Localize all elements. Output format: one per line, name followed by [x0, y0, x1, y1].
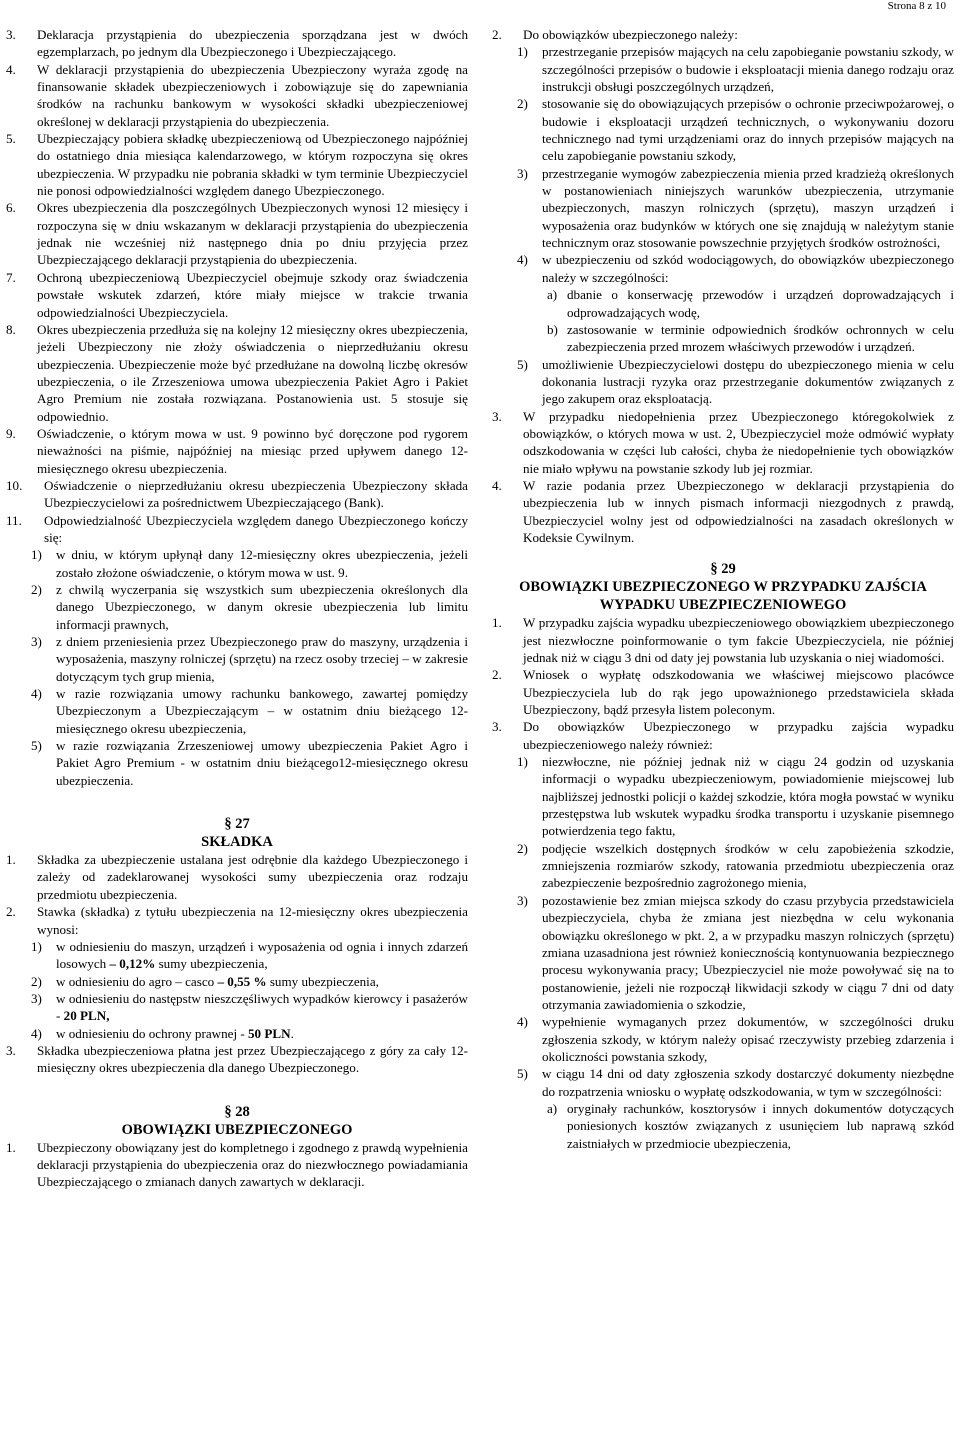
- s29-item-3: 3. Do obowiązków Ubezpieczonego w przypadku zajścia wypadku ubezpieczeniowego należy również:: [492, 719, 954, 752]
- numbered-paragraph: 4. W deklaracji przystąpienia do ubezpieczenia Ubezpieczony wyraża zgodę na finansowanie składek ubezpieczeniowych i zobowiązuje się do zapewniania środków na rachunku bankowym w wysokości składki ubezpieczeniowej określonej w deklaracji przystąpienia do ubezpieczenia.: [6, 61, 468, 129]
- s29-3-subitem: 3) pozostawienie bez zmian miejsca szkody do czasu przybycia przedstawiciela ubezpieczyciela, chyba że zmiana jest niezbędna w celu wykonania obowiązku określonego w pkt. 2, a w przypadku maszyn rolniczych (sprzętu) zmiana uzasadniona jest również koniecznością kontynuowania bezpiecznego procesu wykonywania pracy; Ubezpieczyciel nie może powoływać się na to postanowienie, jeżeli nie rozpoczął likwidacji szkody w ciągu 7 dni od daty otrzymania zawiadomienia o szkodzie,: [517, 892, 954, 1012]
- rate-value: – 0,55 %: [217, 973, 267, 989]
- sub-item: 5) w razie rozwiązania Zrzeszeniowej umowy ubezpieczenia Pakiet Agro i Pakiet Agro Premium - w ostatnim dniu bieżącego12-miesięcznego okresu ubezpieczenia.: [31, 738, 468, 788]
- s29-item-1: 1. W przypadku zajścia wypadku ubezpieczeniowego obowiązkiem ubezpieczonego jest niezwłoczne poinformowanie o tym fakcie Ubezpieczyciela, nie później jednak niż w ciągu 3 dni od daty jej powstania lub uzyskania o niej wiadomości.: [492, 615, 954, 665]
- s28-2-subitem-5: 5) umożliwienie Ubezpieczycielowi dostępu do ubezpieczonego mienia w celu dokonania lustracji ryzyka oraz przestrzeganie dokumentów związanych z jego zakupem oraz eksploatacją.: [517, 356, 954, 407]
- numbered-paragraph: 9. Oświadczenie, o którym mowa w ust. 9 powinno być doręczone pod rygorem nieważności na piśmie, najpóźniej na miesiąc przed upływem danego 12-miesięcznego okresu ubezpieczenia.: [6, 425, 468, 476]
- s28-2-subitem: 4) w ubezpieczeniu od szkód wodociągowych, do obowiązków ubezpieczonego należy w szczególności:: [517, 252, 954, 285]
- rate-item: 1) w odniesieniu do maszyn, urządzeń i wyposażenia od ognia i innych zdarzeń losowych – 0,12% sumy ubezpieczenia,: [31, 938, 468, 972]
- s28-item-3: 3. W przypadku niedopełnienia przez Ubezpieczonego któregokolwiek z obowiązków, o których mowa w ust. 2, Ubezpieczyciel może odmówić wypłaty odszkodowania w części lub całości, chyba że niedopełnienie tych obowiązków nie miało wpływu na powstanie szkody lub jej rozmiar.: [492, 408, 954, 476]
- rate-item: 3) w odniesieniu do następstw nieszczęśliwych wypadków kierowcy i pasażerów - 20 PLN,: [31, 990, 468, 1024]
- s27-item-1: 1. Składka za ubezpieczenie ustalana jest odrębnie dla każdego Ubezpieczonego i zależy od zadeklarowanej wysokości sumy ubezpieczenia oraz rodzaju przedmiotu ubezpieczenia.: [6, 852, 468, 902]
- s28-2-4-letter-item: a) dbanie o konserwację przewodów i urządzeń doprowadzających i odprowadzających wodę,: [547, 287, 954, 320]
- s28-2-subitem: 1) przestrzeganie przepisów mających na celu zapobieganie powstaniu szkody, w szczególności przepisów o budowie i eksploatacji mienia danego rodzaju oraz instrukcji obsługi poszczególnych urządzeń,: [517, 44, 954, 95]
- s29-3-subitem: 2) podjęcie wszelkich dostępnych środków w celu zapobieżenia szkodzie, zmniejszenia rozmiarów szkody, ratowania przedmiotu ubezpieczenia oraz zabezpieczenie bezpośrednio zagrożonego mienia,: [517, 840, 954, 891]
- numbered-paragraph: 10. Oświadczenie o nieprzedłużaniu okresu ubezpieczenia Ubezpieczony składa Ubezpieczycielowi za pośrednictwem Ubezpieczającego (Bank).: [6, 477, 468, 511]
- rate-value: 20 PLN,: [63, 1008, 110, 1024]
- right-column: [492, 26, 954, 1152]
- s28-item-2: 2. Do obowiązków ubezpieczonego należy:: [492, 27, 738, 42]
- numbered-paragraph: 11. Odpowiedzialność Ubezpieczyciela względem danego Ubezpieczonego kończy się:: [6, 512, 468, 545]
- rate-value: – 0,12%: [109, 956, 156, 972]
- s29-3-subitem: 4) wypełnienie wymaganych przez dokumentów, w szczególności druku zgłoszenia szkody, w którym należy opisać rzeczywisty przebieg zdarzenia i okoliczności powstania szkody,: [517, 1014, 954, 1064]
- section-28-title: OBOWIĄZKI UBEZPIECZONEGO: [121, 1121, 353, 1138]
- sub-item: 3) z dniem przeniesienia przez Ubezpieczonego praw do maszyny, urządzenia i wyposażenia, maszyny rolniczej (sprzętu) na rzecz osoby trzeciej – w zakresie dotyczącym tych grup mienia,: [31, 634, 468, 684]
- numbered-paragraph: 5. Ubezpieczający pobiera składkę ubezpieczeniową od Ubezpieczonego najpóźniej do ostatniego dnia miesiąca kalendarzowego, w którym rozpoczyna się okres ubezpieczenia. W przypadku nie pobrania składki w tym terminie Ubezpieczyciel nie ponosi odpowiedzialności względem danego Ubezpieczonego.: [6, 131, 468, 199]
- section-29-title: OBOWIĄZKI UBEZPIECZONEGO W PRZYPADKU ZAJŚCIA WYPADKU UBEZPIECZENIOWEGO: [519, 579, 927, 614]
- s27-item-2: 2. Stawka (składka) z tytułu ubezpieczenia na 12-miesięczny okres ubezpieczenia wynosi:: [6, 904, 468, 937]
- left-column: [6, 26, 468, 1191]
- sub-item: 4) w razie rozwiązania umowy rachunku bankowego, zawartej pomiędzy Ubezpieczonym a Ubezpieczającym – w ostatnim dniu bieżącego 12-miesięcznego okresu ubezpieczenia,: [31, 686, 468, 736]
- s28-item-4: 4. W razie podania przez Ubezpieczonego w deklaracji przystąpienia do ubezpieczenia lub w innych pismach informacji niezgodnych z prawdą, Ubezpieczyciel wolny jest od odpowiedzialności na zasadach określonych w Kodeksie Cywilnym.: [492, 477, 954, 545]
- s29-3-5-letter-item: a) oryginały rachunków, kosztorysów i innych dokumentów dotyczących poniesionych kosztów związanych z usunięciem lub naprawą szkód zaistniałych w przedmiocie ubezpieczenia,: [547, 1100, 954, 1151]
- rate-item: 4) w odniesieniu do ochrony prawnej - 50 PLN.: [31, 1025, 294, 1041]
- s28-2-subitem: 2) stosowanie się do obowiązujących przepisów o ochronie przeciwpożarowej, o budowie i eksploatacji urządzeń technicznych, o wykonywaniu dozoru technicznego nad tymi urządzeniami oraz do innych przepisów mających na celu zapobieganie powstaniu szkody,: [517, 96, 954, 164]
- section-27-number: § 27: [224, 816, 250, 833]
- numbered-paragraph: 7. Ochroną ubezpieczeniową Ubezpieczyciel obejmuje szkody oraz świadczenia powstałe wskutek zdarzeń, które miały miejsce w trakcie trwania odpowiedzialności Ubezpieczyciela.: [6, 269, 468, 320]
- s29-item-2: 2. Wniosek o wypłatę odszkodowania we właściwej miejscowo placówce Ubezpieczyciela lub do rąk jego upoważnionego przedstawiciela składa Ubezpieczony, bądź przesyła listem poleconym.: [492, 667, 954, 718]
- numbered-paragraph: 6. Okres ubezpieczenia dla poszczególnych Ubezpieczonych wynosi 12 miesięcy i rozpoczyna się w dniu wskazanym w deklaracji przystąpienia do ubezpieczenia jednak nie wcześniej niż następnego dnia po dniu przyjęcia przez Ubezpieczającego deklaracji przystąpienia do ubezpieczenia.: [6, 200, 468, 268]
- s28-2-subitem: 3) przestrzeganie wymogów zabezpieczenia mienia przed kradzieżą określonych w postanowieniach niniejszych warunków ubezpieczenia, utrzymanie ubezpieczonych, maszyn rolniczych (sprzętu), maszyn urządzeń i wyposażenia oraz budynków w których one się znajdują w należytym stanie technicznym oraz stosowanie powszechnie przyjętych środków ostrożności,: [517, 165, 954, 251]
- numbered-paragraph: 8. Okres ubezpieczenia przedłuża się na kolejny 12 miesięczny okres ubezpieczenia, jeżeli Ubezpieczony nie złoży oświadczenia o nieprzedłużaniu okresu ubezpieczenia. Ubezpieczenie może być przedłużane na dowolną liczbę okresów ubezpieczenia, o ile Zrzeszeniowa umowa ubezpieczenia Pakiet Agro i Pakiet Agro Premium nie została rozwiązana. Postanowienia ust. 5 stosuje się odpowiednio.: [6, 321, 468, 424]
- section-27-title: SKŁADKA: [201, 834, 273, 851]
- numbered-paragraph: 3. Deklaracja przystąpienia do ubezpieczenia sporządzana jest w dwóch egzemplarzach, po jednym dla Ubezpieczonego i Ubezpieczającego.: [6, 27, 468, 60]
- s28-2-4-letter-item: b) zastosowanie w terminie odpowiednich środków ochronnych w celu zabezpieczenia przed mrozem właściwych przewodów i urządzeń.: [547, 321, 954, 355]
- rate-item: 2) w odniesieniu do agro – casco – 0,55 % sumy ubezpieczenia,: [31, 973, 379, 989]
- section-28-number: § 28: [224, 1103, 250, 1120]
- sub-item: 2) z chwilą wyczerpania się wszystkich sum ubezpieczenia określonych dla danego Ubezpieczonego, w danym okresie ubezpieczenia lub limitu informacji prawnych,: [31, 582, 468, 632]
- sub-item: 1) w dniu, w którym upłynął dany 12-miesięczny okres ubezpieczenia, jeżeli zostało złożone oświadczenie, o którym mowa w ust. 9.: [31, 547, 468, 580]
- page-number: Strona 8 z 10: [887, 0, 946, 12]
- rate-value: 50 PLN: [248, 1025, 291, 1041]
- section-29-number: § 29: [710, 561, 736, 578]
- s28-item-1: 1. Ubezpieczony obowiązany jest do kompletnego i zgodnego z prawdą wypełnienia deklaracji przystąpienia do ubezpieczenia oraz do niezwłocznego powiadamiania Ubezpieczającego o zmianach danych zawartych w deklaracji.: [6, 1139, 468, 1190]
- s29-3-subitem: 1) niezwłoczne, nie później jednak niż w ciągu 24 godzin od uzyskania informacji o wypadku ubezpieczeniowym, powiadomienie miejscowej lub najbliższej jednostki policji o każdej szkodzie, która mogła powstać w wyniku przestępstwa lub wskutek wypadku środka transportu i uzyskanie pisemnego potwierdzenia tego faktu,: [517, 754, 954, 839]
- s29-3-subitem: 5) w ciągu 14 dni od daty zgłoszenia szkody dostarczyć dokumenty niezbędne do rozpatrzenia wniosku o wypłatę odszkodowania, w tym w szczególności:: [517, 1066, 954, 1099]
- s27-item-3: 3. Składka ubezpieczeniowa płatna jest przez Ubezpieczającego z góry za cały 12-miesięczny okres ubezpieczenia dla danego Ubezpieczonego.: [6, 1042, 468, 1076]
